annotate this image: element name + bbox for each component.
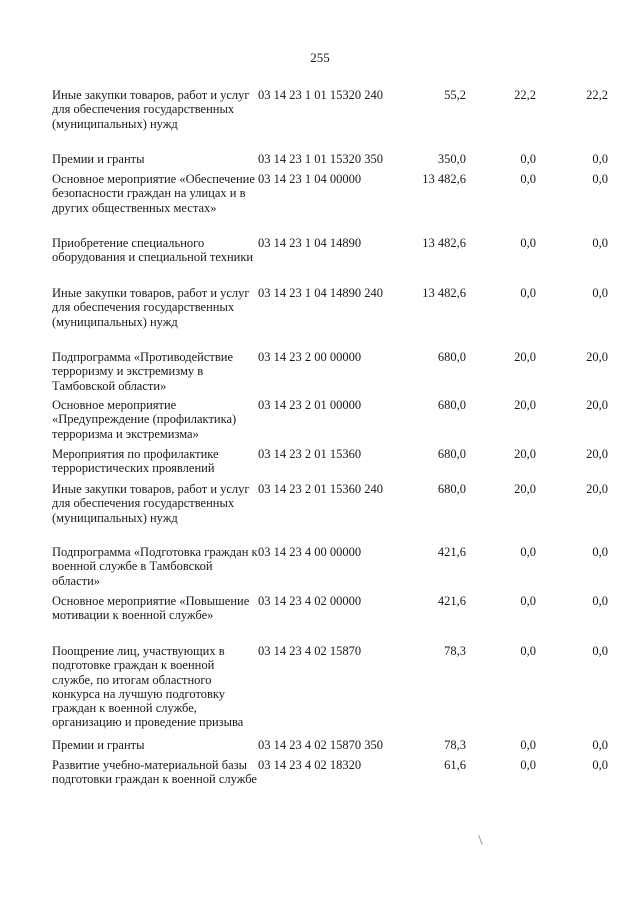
row-value-2: 0,0 <box>520 644 536 658</box>
row-name: Премии и гранты <box>52 738 145 752</box>
row-code: 03 14 23 1 04 14890 <box>258 236 362 250</box>
row-value-3: 20,0 <box>586 447 608 461</box>
row-name: Поощрение лиц, участвующих в подготовке граждан к военной службе, по итогам областного конкурса на лучшую подготовку граждан к военной службе, организацию и проведение призыва <box>52 644 244 730</box>
row-value-2: 0,0 <box>520 545 536 559</box>
row-value-3: 0,0 <box>592 594 608 608</box>
row-value-2: 0,0 <box>520 172 536 186</box>
row-value-3: 0,0 <box>592 545 608 559</box>
row-value-1: 350,0 <box>437 152 466 166</box>
row-value-3: 0,0 <box>592 758 608 772</box>
row-name: Иные закупки товаров, работ и услуг для обеспечения государственных (муниципальных) нужд <box>52 482 250 525</box>
row-name: Основное мероприятие «Обеспечение безопасности граждан на улицах и в других общественных местах» <box>52 172 255 215</box>
row-value-3: 0,0 <box>592 152 608 166</box>
row-value-1: 13 482,6 <box>422 286 466 300</box>
row-value-2: 22,2 <box>514 88 536 102</box>
row-code: 03 14 23 2 01 00000 <box>258 398 362 412</box>
row-value-1: 680,0 <box>437 482 466 496</box>
row-value-3: 0,0 <box>592 644 608 658</box>
row-code: 03 14 23 2 01 15360 240 <box>258 482 383 496</box>
row-code: 03 14 23 1 01 15320 240 <box>258 88 383 102</box>
row-value-2: 0,0 <box>520 152 536 166</box>
row-code: 03 14 23 4 02 18320 <box>258 758 362 772</box>
row-code: 03 14 23 4 02 00000 <box>258 594 362 608</box>
row-value-3: 0,0 <box>592 236 608 250</box>
row-code: 03 14 23 2 00 00000 <box>258 350 362 364</box>
row-name: Основное мероприятие «Повышение мотивации к военной службе» <box>52 594 250 623</box>
row-name: Основное мероприятие «Предупреждение (профилактика) терроризма и экстремизма» <box>52 398 237 441</box>
row-name: Подпрограмма «Противодействие терроризму и экстремизму в Тамбовской области» <box>52 350 234 393</box>
row-value-1: 61,6 <box>444 758 466 772</box>
row-code: 03 14 23 4 02 15870 350 <box>258 738 383 752</box>
row-name: Иные закупки товаров, работ и услуг для обеспечения государственных (муниципальных) нужд <box>52 88 250 131</box>
row-code: 03 14 23 2 01 15360 <box>258 447 362 461</box>
row-value-2: 20,0 <box>514 398 536 412</box>
row-value-1: 78,3 <box>444 738 466 752</box>
row-value-1: 680,0 <box>437 398 466 412</box>
row-code: 03 14 23 1 04 00000 <box>258 172 362 186</box>
row-value-2: 0,0 <box>520 738 536 752</box>
row-value-1: 680,0 <box>437 447 466 461</box>
page-number: 255 <box>310 50 330 65</box>
row-name: Приобретение специального оборудования и специальной техники <box>52 236 254 265</box>
row-code: 03 14 23 1 04 14890 240 <box>258 286 383 300</box>
row-value-1: 680,0 <box>437 350 466 364</box>
row-value-3: 0,0 <box>592 172 608 186</box>
row-code: 03 14 23 1 01 15320 350 <box>258 152 383 166</box>
row-value-3: 0,0 <box>592 738 608 752</box>
row-name: Подпрограмма «Подготовка граждан к военной службе в Тамбовской области» <box>52 545 258 588</box>
row-value-2: 0,0 <box>520 286 536 300</box>
row-name: Развитие учебно-материальной базы подготовки граждан к военной службе <box>52 758 257 787</box>
row-value-2: 20,0 <box>514 447 536 461</box>
row-value-3: 20,0 <box>586 398 608 412</box>
row-value-2: 0,0 <box>520 594 536 608</box>
row-value-2: 0,0 <box>520 236 536 250</box>
row-value-1: 13 482,6 <box>422 172 466 186</box>
row-value-3: 22,2 <box>586 88 608 102</box>
row-value-2: 20,0 <box>514 482 536 496</box>
row-value-1: 78,3 <box>444 644 466 658</box>
row-name: Иные закупки товаров, работ и услуг для обеспечения государственных (муниципальных) нужд <box>52 286 250 329</box>
row-value-3: 0,0 <box>592 286 608 300</box>
row-value-3: 20,0 <box>586 482 608 496</box>
row-name: Премии и гранты <box>52 152 145 166</box>
row-value-2: 0,0 <box>520 758 536 772</box>
row-name: Мероприятия по профилактике террористических проявлений <box>52 447 219 476</box>
row-code: 03 14 23 4 02 15870 <box>258 644 362 658</box>
row-value-1: 421,6 <box>437 594 466 608</box>
row-code: 03 14 23 4 00 00000 <box>258 545 362 559</box>
row-value-3: 20,0 <box>586 350 608 364</box>
row-value-1: 55,2 <box>444 88 466 102</box>
row-value-1: 13 482,6 <box>422 236 466 250</box>
row-value-1: 421,6 <box>437 545 466 559</box>
row-value-2: 20,0 <box>514 350 536 364</box>
